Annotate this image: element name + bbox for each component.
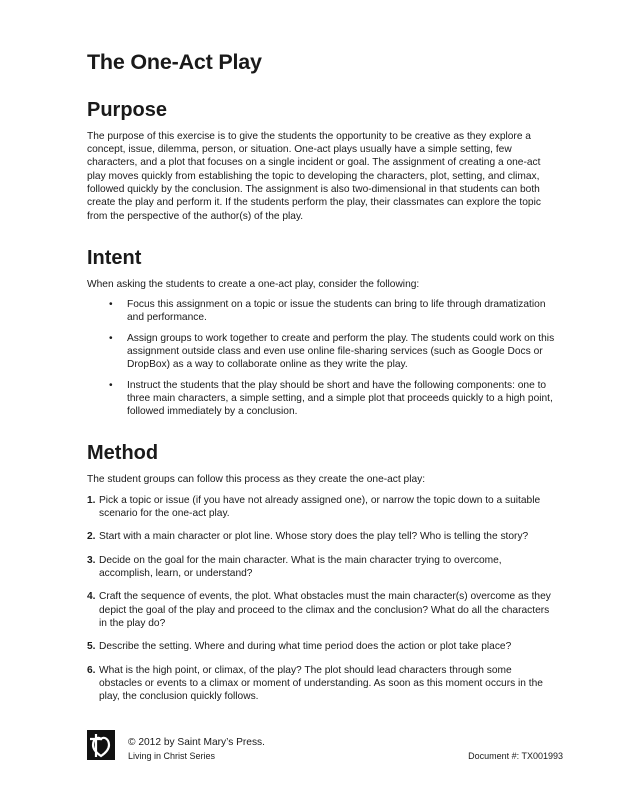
intent-bullet: • Instruct the students that the play should be short and have the following components: one to three main characters, a simple setting, and a simple plot that proceeds quickly to a high point, followed immediately by a conclusion.	[87, 379, 557, 419]
step-text: Pick a topic or issue (if you have not already assigned one), or narrow the topic down to a suitable scenario for the one-act play.	[99, 494, 541, 520]
method-step	[87, 664, 557, 704]
method-section	[87, 441, 557, 704]
step-number: 4.	[87, 591, 96, 603]
step-text: Decide on the goal for the main character. What is the main character trying to overcome, accomplish, learn, or understand?	[99, 554, 502, 580]
intent-section	[87, 246, 557, 419]
step-text: Start with a main character or plot line. Whose story does the play tell? Who is telling the story?	[99, 531, 529, 543]
intent-intro: When asking the students to create a one-act play, consider the following:	[87, 278, 420, 290]
method-step	[87, 554, 557, 581]
purpose-heading: Purpose	[87, 98, 168, 121]
step-number: 2.	[87, 531, 96, 543]
document-page	[87, 50, 557, 726]
step-text: Describe the setting. Where and during what time period does the action or plot take place?	[99, 641, 512, 653]
step-text: What is the high point, or climax, of the play? The plot should lead characters through some obstacles or events to a climax or moment of understanding. As soon as this moment occurs in the play, the conclusion quickly follows.	[99, 664, 543, 703]
page-footer	[87, 727, 563, 767]
method-step	[87, 530, 557, 543]
series-text: Living in Christ Series	[128, 751, 216, 761]
intent-bullet: • Assign groups to work together to create and perform the play. The students could work on this assignment outside class and even use online file-sharing services (such as Google Docs or DropBox) as a way to collaborate online as they write the play.	[87, 332, 557, 372]
step-number: 5.	[87, 641, 96, 653]
step-number: 1.	[87, 494, 96, 506]
step-number: 3.	[87, 554, 96, 566]
intent-bullet-list	[87, 298, 557, 418]
step-text: Craft the sequence of events, the plot. What obstacles must the main character(s) overcome as they depict the goal of the play and proceed to the climax and the conclusion? What do all the characters in the play do?	[99, 591, 551, 629]
method-step	[87, 590, 557, 630]
intent-heading: Intent	[87, 246, 142, 269]
method-heading: Method	[87, 441, 159, 464]
saint-marys-press-logo-icon	[87, 730, 115, 760]
intent-bullet: • Focus this assignment on a topic or issue the students can bring to life through dramatization and performance.	[87, 298, 557, 325]
document-number: Document #: TX001993	[468, 751, 563, 761]
purpose-section	[87, 98, 557, 223]
method-intro: The student groups can follow this process as they create the one-act play:	[87, 473, 426, 485]
method-step	[87, 640, 557, 653]
method-step-list	[87, 494, 557, 704]
step-number: 6.	[87, 664, 96, 676]
method-step	[87, 494, 557, 521]
purpose-body: The purpose of this exercise is to give the students the opportunity to be creative as they explore a concept, issue, dilemma, person, or situation. One-act plays usually have a simple setting, few characters, and a plot that focuses on a single incident or goal. The assignment of creating a one-act play moves quickly from establishing the topic to developing the characters, plot, setting, and climax, followed quickly by the conclusion. The assignment is also two-dimensional in that students can both create the play and perform it. If the students perform the play, their classmates can explore the topic from the perspective of the author(s) of the play.	[87, 130, 541, 222]
copyright-text: © 2012 by Saint Mary’s Press.	[128, 737, 265, 748]
page-title: The One-Act Play	[87, 50, 262, 74]
